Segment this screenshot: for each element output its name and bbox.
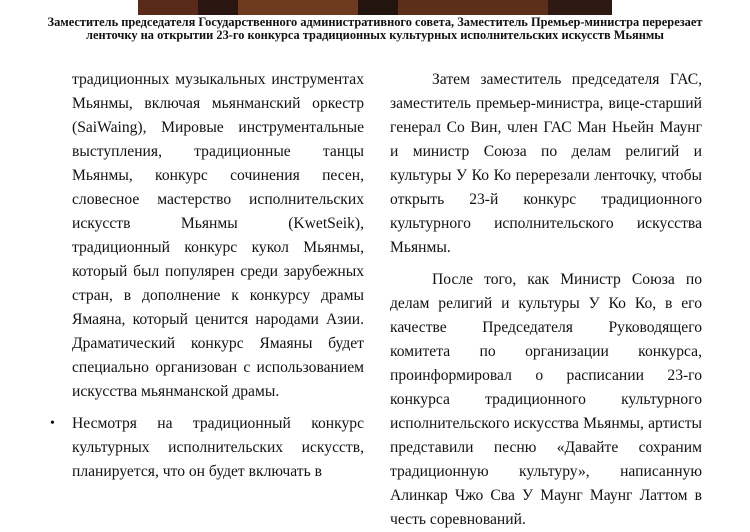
photo-segment <box>358 0 398 15</box>
right-column <box>390 68 702 532</box>
photo-segment <box>238 0 358 15</box>
photo-segment <box>198 0 238 15</box>
photo-caption: Заместитель председателя Государственного административного совета, Заместитель Премьер-министра перерезает ленточку на открытии 23-го конкурса традиционных культурных исполнительских искусств Мьянмы <box>47 15 703 42</box>
left-paragraph: традиционных музыкальных инструментах Мьянмы, включая мьянманский оркестр (SaiWaing), Мировые инструментальные выступления, традиционные танцы Мьянмы, конкурс сочинения песен, словесное мастерство исполнительских искусств Мьянмы (KwetSeik), традиционный конкурс кукол Мьянмы, который был популярен среди зарубежных стран, в дополнение к конкурсу драмы Ямаяна, который ценится народами Азии. Драматический конкурс Ямаяны будет специально организован с использованием искусства мьянманской драмы. <box>72 71 364 400</box>
bullet-marker: • <box>50 416 55 431</box>
photo-segment <box>548 0 612 15</box>
photo-segment <box>138 0 198 15</box>
right-paragraph-2: После того, как Министр Союза по делам религий и культуры У Ко Ко, в его качестве Председателя Руководящего комитета по организации конкурса, проинформировал о расписании 23-го конкурса традиционного культурного исполнительского искусства Мьянмы, артисты представили песню «Давайте сохраним традиционную культуру», написанную Алинкар Чжо Сва У Маунг Маунг Латтом в честь соревнований. <box>390 271 702 528</box>
photo-segment <box>398 0 548 15</box>
left-column <box>50 68 364 484</box>
right-paragraph-1: Затем заместитель председателя ГАС, заместитель премьер-министра, вице-старший генерал Со Вин, член ГАС Ман Ньейн Маунг и министр Союза по делам религий и культуры У Ко Ко перерезали ленточку, чтобы открыть 23-й конкурс традиционного культурного исполнительского искусства Мьянмы. <box>390 71 702 256</box>
bullet-text: Несмотря на традиционный конкурс культурных исполнительских искусств, планируется, что он будет включать в <box>72 415 364 480</box>
bullet-item <box>50 412 364 484</box>
ceremony-photo <box>138 0 612 15</box>
